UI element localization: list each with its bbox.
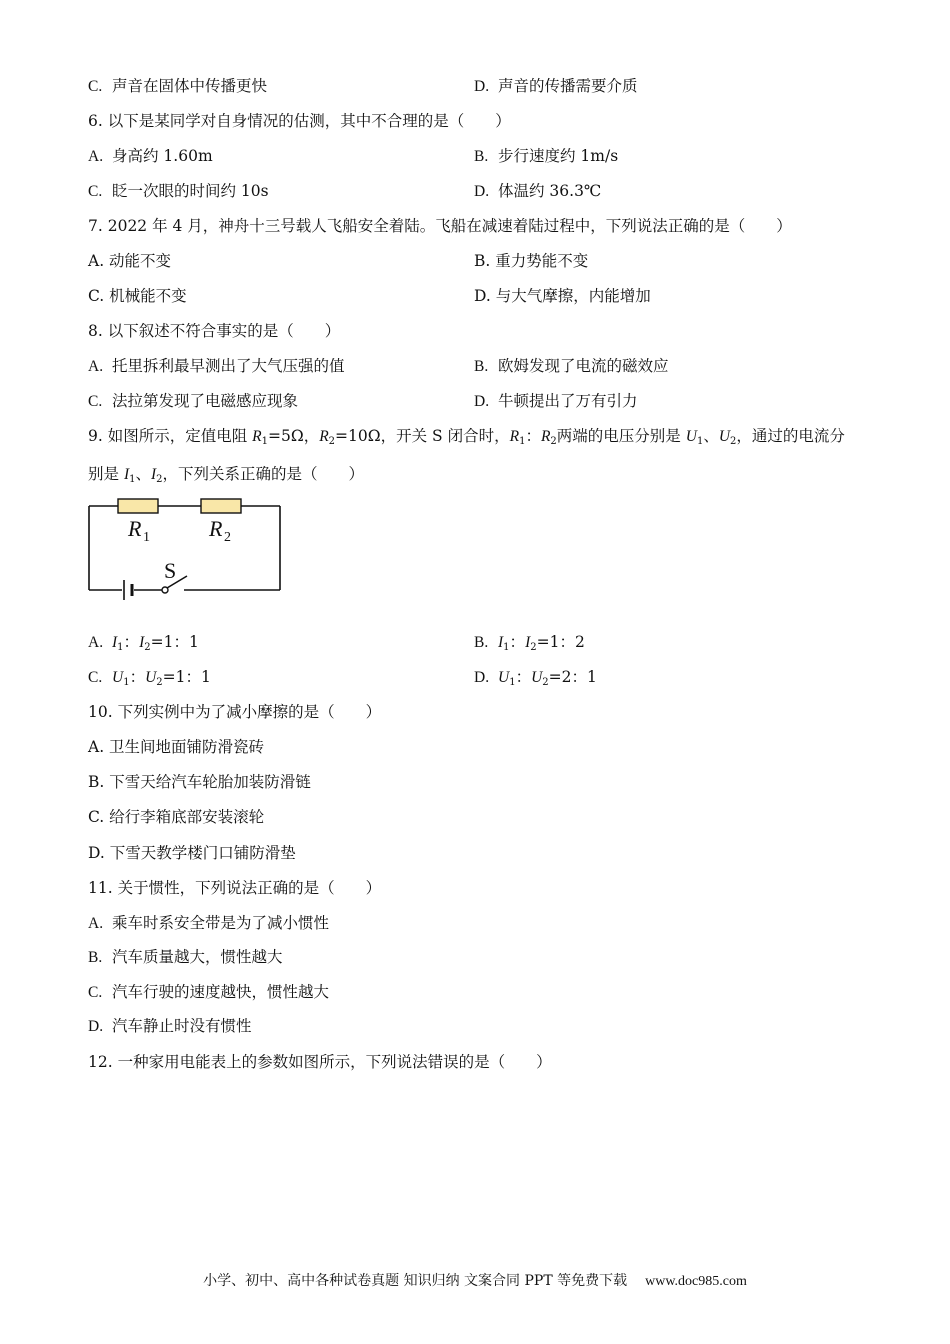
q11-option-d: D. 汽车静止时没有惯性 xyxy=(88,1017,252,1035)
q10-option-d: D. 下雪天教学楼门口铺防滑垫 xyxy=(88,844,296,862)
r2-label: R xyxy=(209,516,223,541)
page-footer xyxy=(0,1270,950,1290)
q10-stem: 10. 下列实例中为了减小摩擦的是（ ） xyxy=(88,703,382,721)
q5-option-c: C. 声音在固体中传播更快 xyxy=(88,77,268,95)
footer-url[interactable]: www.doc985.com xyxy=(645,1274,747,1289)
q9-option-a: A. $I_1$：$I_2=1$：1 xyxy=(88,633,199,653)
q7-option-b: B. 重力势能不变 xyxy=(474,252,589,270)
q10-option-a: A. 卫生间地面铺防滑瓷砖 xyxy=(88,738,265,756)
switch-label: S xyxy=(164,558,177,583)
q11-stem: 11. 关于惯性，下列说法正确的是（ ） xyxy=(88,879,382,897)
q8-option-b: B. 欧姆发现了电流的磁效应 xyxy=(474,357,669,375)
q6-option-c: C. 眨一次眼的时间约 10s xyxy=(88,182,269,200)
r2-label-sub: 2 xyxy=(224,530,231,545)
q12-stem: 12. 一种家用电能表上的参数如图所示，下列说法错误的是（ ） xyxy=(88,1053,552,1071)
q8-stem: 8. 以下叙述不符合事实的是（ ） xyxy=(88,322,341,340)
q11-option-c: C. 汽车行驶的速度越快，惯性越大 xyxy=(88,983,330,1001)
q7-stem: 7. 2022 年 4 月，神舟十三号载人飞船安全着陆。飞船在减速着陆过程中，下列说法正确的是（ ） xyxy=(88,217,792,235)
q10-option-c: C. 给行李箱底部安装滚轮 xyxy=(88,808,265,826)
resistor-r2 xyxy=(201,499,241,513)
r1-label: R xyxy=(128,516,142,541)
q9-option-c: C. $U_1$：$U_2=1$：1 xyxy=(88,668,211,688)
q7-option-c: C. 机械能不变 xyxy=(88,287,187,305)
q9-stem-line1: 9. 如图所示，定值电阻 $R_1=5\Omega$，$R_2=10\Omega$，开关 S 闭合时，$R_1$：$R_2$两端的电压分别是 $U_1$、$U_2$，通过的电流分 xyxy=(88,427,845,447)
q9-option-b: B. $I_1$：$I_2=1$：2 xyxy=(474,633,585,653)
q8-option-a: A. 托里拆利最早测出了大气压强的值 xyxy=(88,357,345,375)
q6-option-d: D. 体温约 36.3℃ xyxy=(474,182,602,200)
r1-label-sub: 1 xyxy=(143,530,150,545)
footer-text: 小学、初中、高中各种试卷真题 知识归纳 文案合同 PPT 等免费下载 xyxy=(203,1273,628,1289)
q11-option-a: A. 乘车时系安全带是为了减小惯性 xyxy=(88,914,330,932)
q6-option-a: A. 身高约 1.60m xyxy=(88,147,213,165)
q11-option-b: B. 汽车质量越大，惯性越大 xyxy=(88,948,283,966)
q9-circuit-diagram xyxy=(84,492,286,608)
q8-option-c: C. 法拉第发现了电磁感应现象 xyxy=(88,392,299,410)
q6-stem: 6. 以下是某同学对自身情况的估测，其中不合理的是（ ） xyxy=(88,112,511,130)
q10-option-b: B. 下雪天给汽车轮胎加装防滑链 xyxy=(88,773,311,791)
resistor-r1 xyxy=(118,499,158,513)
q9-stem-line2: 别是 $I_1$、$I_2$，下列关系正确的是（ ） xyxy=(88,465,365,485)
q7-option-a: A. 动能不变 xyxy=(88,252,172,270)
q7-option-d: D. 与大气摩擦，内能增加 xyxy=(474,287,651,305)
q8-option-d: D. 牛顿提出了万有引力 xyxy=(474,392,638,410)
q9-option-d: D. $U_1$：$U_2=2$：1 xyxy=(474,668,597,688)
q6-option-b: B. 步行速度约 1m/s xyxy=(474,147,619,165)
q5-option-d: D. 声音的传播需要介质 xyxy=(474,77,638,95)
